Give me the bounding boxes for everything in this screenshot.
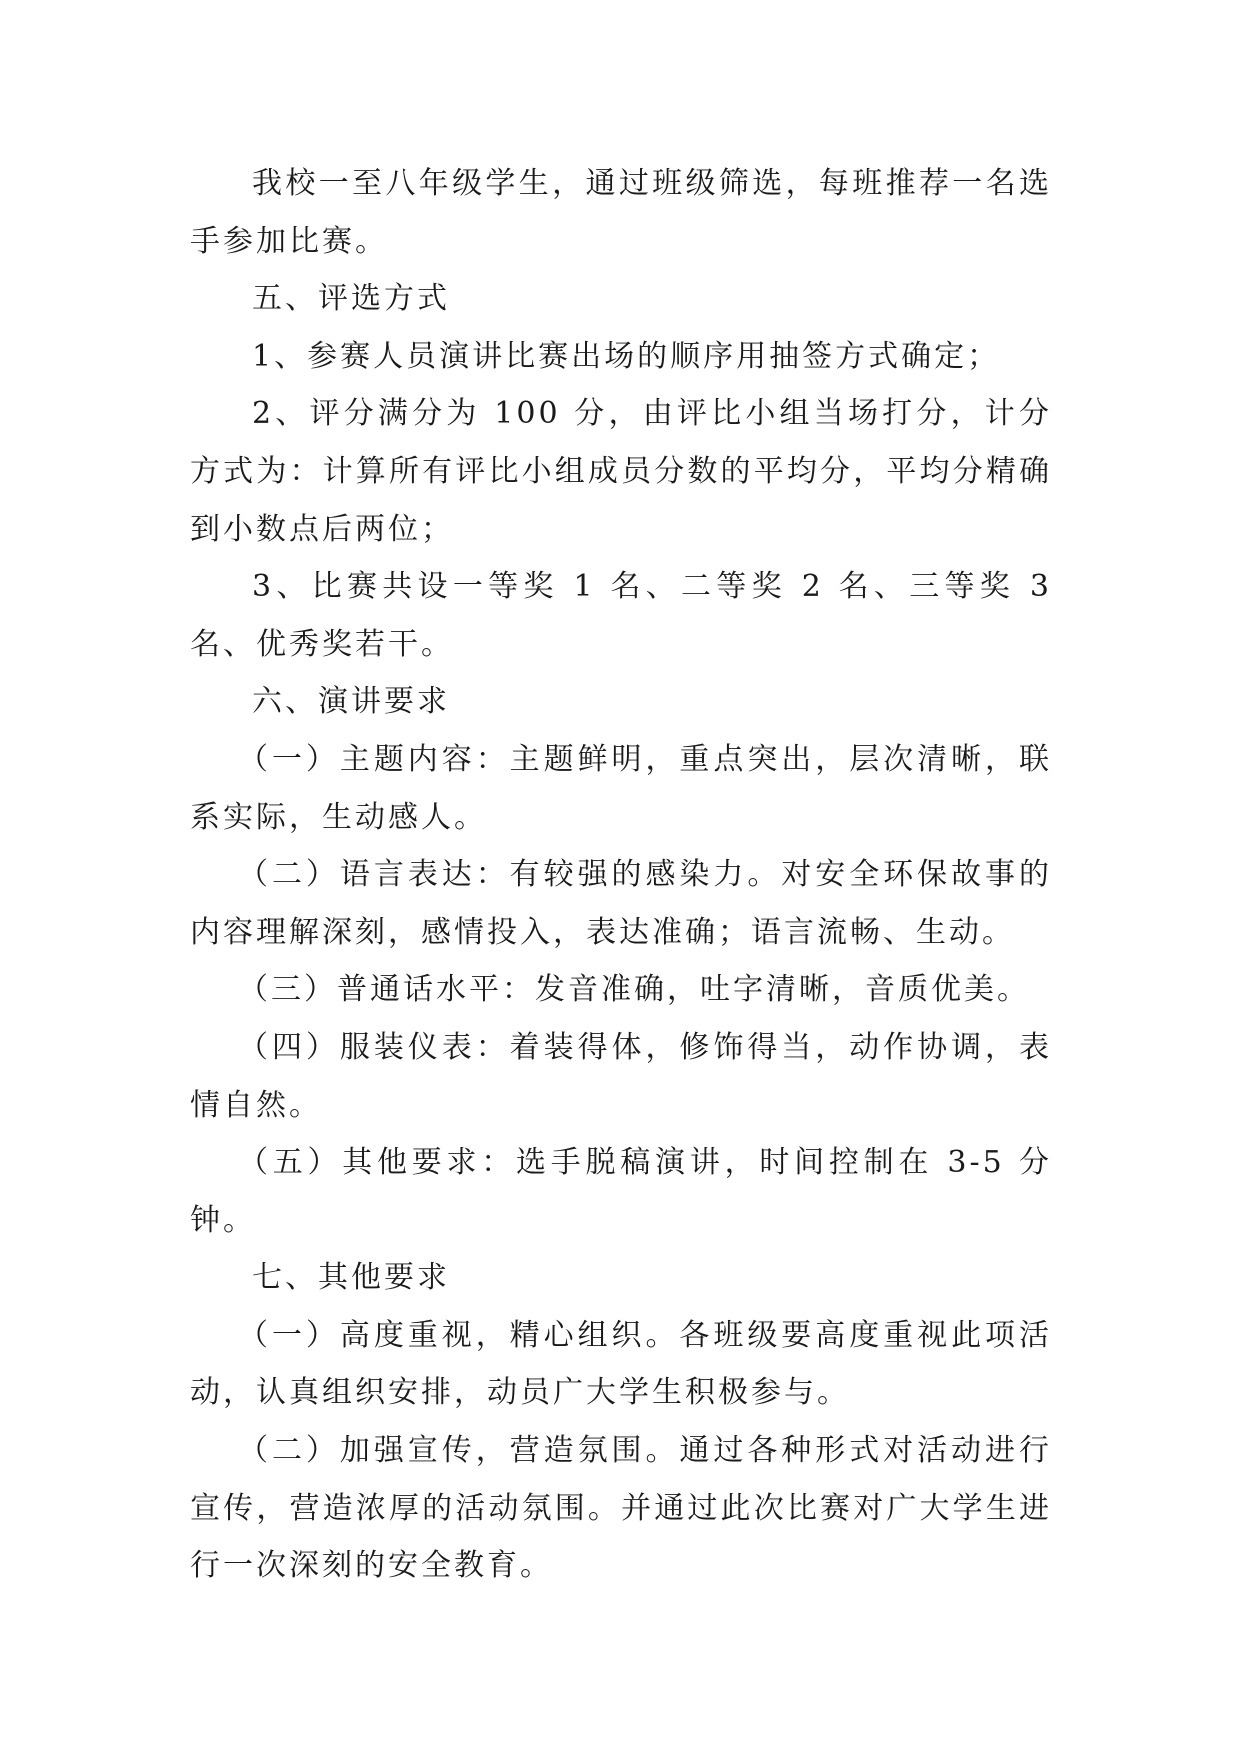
paragraph-requirement-mandarin: （三）普通话水平：发音准确，吐字清晰，音质优美。 [238, 972, 1030, 1008]
paragraph-other-publicity: （二）加强宣传，营造氛围。通过各种形式对活动进行宣传，营造浓厚的活动氛围。并通过此次比赛对广大学生进行一次深刻的安全教育。 [190, 1433, 1052, 1584]
paragraph-rule-3: 3、比赛共设一等奖 1 名、二等奖 2 名、三等奖 3 名、优秀奖若干。 [190, 569, 1052, 662]
paragraph-requirement-theme: （一）主题内容：主题鲜明，重点突出，层次清晰，联系实际，生动感人。 [190, 741, 1052, 835]
paragraph-requirement-other: （五）其他要求：选手脱稿演讲，时间控制在 3-5 分钟。 [190, 1145, 1052, 1238]
paragraph-requirement-language: （二）语言表达：有较强的感染力。对安全环保故事的内容理解深刻，感情投入，表达准确；语言流畅、生动。 [190, 857, 1052, 950]
paragraph-rule-1: 1、参赛人员演讲比赛出场的顺序用抽签方式确定； [252, 338, 1001, 374]
document-body [190, 155, 1052, 1595]
paragraph-participants: 我校一至八年级学生，通过班级筛选，每班推荐一名选手参加比赛。 [190, 166, 1052, 259]
paragraph-rule-2: 2、评分满分为 100 分，由评比小组当场打分，计分方式为：计算所有评比小组成员分数的平均分，平均分精确到小数点后两位； [190, 396, 1052, 547]
heading-speech-requirements: 六、演讲要求 [252, 684, 450, 720]
paragraph-requirement-attire: （四）服装仪表：着装得体，修饰得当，动作协调，表情自然。 [190, 1029, 1052, 1123]
heading-selection-method: 五、评选方式 [252, 281, 450, 317]
heading-other-requirements: 七、其他要求 [252, 1260, 450, 1296]
paragraph-other-attention: （一）高度重视，精心组织。各班级要高度重视此项活动，认真组织安排，动员广大学生积极参与。 [190, 1317, 1052, 1411]
